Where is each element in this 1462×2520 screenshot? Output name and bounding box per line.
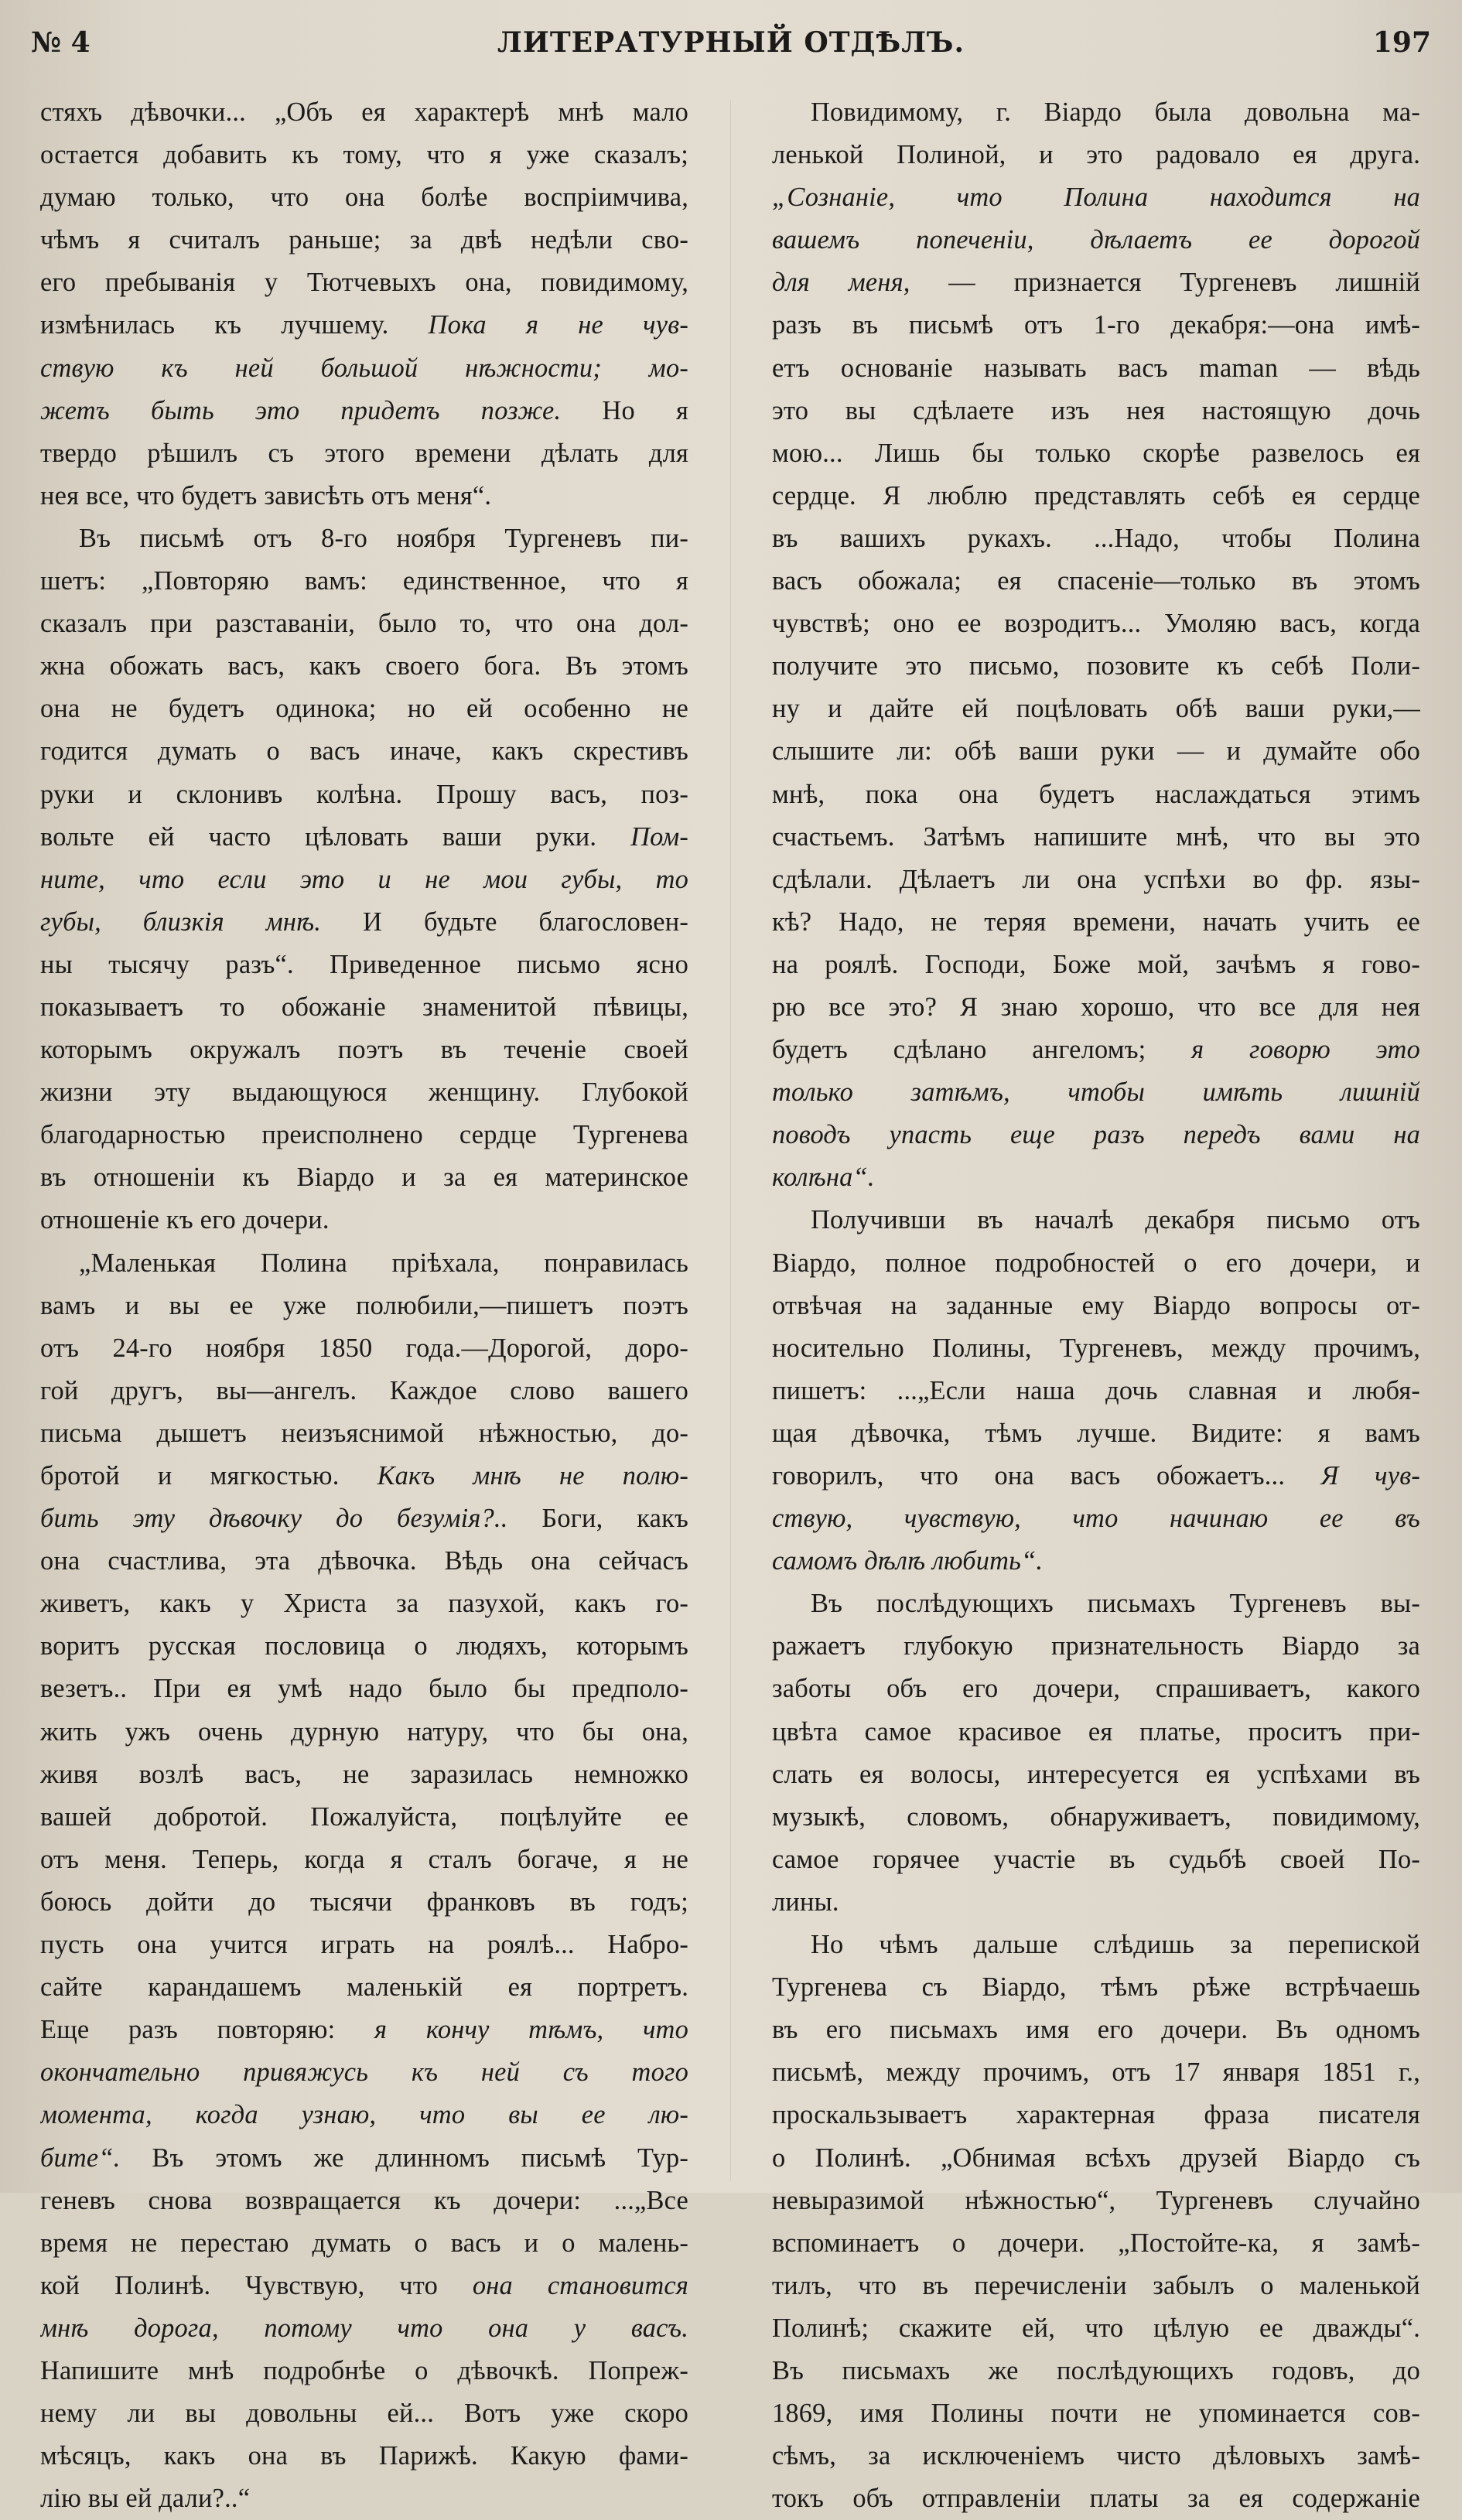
text-segment: счастьемъ. Затѣмъ напишите мнѣ, что вы это: [772, 821, 1420, 852]
section-title: ЛИТЕРАТУРНЫЙ ОТДѢЛЪ.: [497, 26, 965, 59]
text-line: [40, 1412, 688, 1455]
left-text-column: [40, 91, 688, 2520]
text-line: [772, 475, 1420, 517]
text-line: [772, 347, 1420, 390]
text-line: [40, 517, 688, 560]
text-line: [772, 944, 1420, 986]
text-segment: жить ужъ очень дурную натуру, что бы она,: [40, 1716, 688, 1747]
text-segment: Віардо, полное подробностей о его дочери, и: [772, 1248, 1420, 1278]
text-segment: измѣнилась къ лучшему.: [40, 310, 429, 340]
text-line: [40, 91, 688, 134]
text-segment: васъ обожала; ея спасеніе—только въ этомъ: [772, 566, 1420, 596]
text-line: [772, 2094, 1420, 2136]
text-line: [772, 2307, 1420, 2350]
text-line: [40, 1753, 688, 1796]
text-segment: слышите ли: обѣ ваши руки — и думайте обо: [772, 736, 1420, 767]
text-line: [772, 432, 1420, 475]
text-line: [40, 859, 688, 901]
text-segment: заботы объ его дочери, спрашиваетъ, какого: [772, 1674, 1420, 1704]
text-segment: разъ въ письмѣ отъ 1-го декабря:—она имѣ-: [772, 310, 1420, 340]
text-segment: лію вы ей дали?..“: [40, 2484, 251, 2514]
text-segment: это вы сдѣлаете изъ нея настоящую дочь: [772, 395, 1420, 425]
text-segment: его пребыванія у Тютчевыхъ она, повидимому,: [40, 268, 688, 298]
text-line: [40, 1242, 688, 1285]
text-line: [40, 688, 688, 730]
text-line: [772, 2051, 1420, 2094]
text-segment: Еще разъ повторяю:: [40, 2015, 375, 2045]
text-segment: сердце. Я люблю представлять себѣ ея сердце: [772, 480, 1420, 510]
text-line: [772, 1839, 1420, 1881]
italic-text-segment: вашемъ попеченіи, дѣлаетъ ее дорогой: [772, 225, 1420, 255]
italic-text-segment: Пом-: [630, 821, 688, 852]
text-segment: цвѣта самое красивое ея платье, проситъ при-: [772, 1716, 1420, 1747]
text-segment: пусть она учится играть на роялѣ... Набро-: [40, 1930, 688, 1960]
text-segment: лины.: [772, 1887, 839, 1917]
italic-text-segment: момента, когда узнаю, что вы ее лю-: [40, 2100, 688, 2130]
text-line: [40, 1370, 688, 1412]
text-line: [40, 1711, 688, 1753]
text-segment: мнѣ, пока она будетъ наслаждаться этимъ: [772, 779, 1420, 809]
text-line: [772, 2222, 1420, 2265]
italic-text-segment: она становится: [472, 2270, 688, 2300]
italic-text-segment: ствую, чувствую, что начинаю ее въ: [772, 1504, 1420, 1534]
text-line: [40, 1881, 688, 1924]
page-header: [31, 22, 1431, 68]
text-segment: ражаетъ глубокую признательность Віардо за: [772, 1631, 1420, 1661]
italic-text-segment: Какъ мнѣ не полю-: [377, 1461, 688, 1490]
text-segment: письма дышетъ неизъяснимой нѣжностью, до-: [40, 1418, 688, 1448]
text-line: [40, 1114, 688, 1156]
text-line: [40, 1966, 688, 2009]
text-line: [40, 2435, 688, 2477]
text-segment: думаю только, что она болѣе воспріимчива,: [40, 183, 688, 213]
text-segment: Повидимому, г. Віардо была довольна ма-: [811, 97, 1420, 127]
text-line: [772, 1199, 1420, 1241]
italic-text-segment: жетъ быть это придетъ позже.: [40, 395, 562, 425]
text-segment: въ его письмахъ имя его дочери. Въ одномъ: [772, 2015, 1420, 2045]
text-line: [40, 986, 688, 1029]
text-segment: 1869, имя Полины почти не упоминается сов-: [772, 2399, 1420, 2429]
text-line: [772, 91, 1420, 134]
text-line: [772, 1370, 1420, 1412]
text-segment: время не перестаю думать о васъ и о малень-: [40, 2228, 688, 2258]
text-segment: ны тысячу разъ“. Приведенное письмо ясно: [40, 949, 688, 979]
text-segment: она не будетъ одинока; но ей особенно не: [40, 694, 688, 724]
text-line: [40, 2051, 688, 2094]
text-segment: тилъ, что въ перечисленіи забылъ о маленькой: [772, 2270, 1420, 2300]
text-line: [40, 261, 688, 304]
text-line: [772, 2477, 1420, 2520]
text-segment: сказалъ при разставаніи, было то, что она дол-: [40, 609, 688, 639]
text-line: [772, 2009, 1420, 2051]
text-line: [40, 1583, 688, 1625]
text-line: [772, 2435, 1420, 2477]
text-segment: рю все это? Я знаю хорошо, что все для нея: [772, 992, 1420, 1022]
text-line: [772, 304, 1420, 347]
text-line: [772, 2350, 1420, 2392]
text-segment: И будьте благословен-: [321, 907, 688, 937]
text-line: [772, 2180, 1420, 2222]
text-line: [40, 1625, 688, 1668]
text-line: [40, 1156, 688, 1199]
text-segment: въ вашихъ рукахъ. ...Надо, чтобы Полина: [772, 523, 1420, 553]
text-line: [772, 1156, 1420, 1199]
text-segment: везетъ.. При ея умѣ надо было бы предполо-: [40, 1674, 688, 1704]
text-line: [772, 1285, 1420, 1327]
text-segment: Боги, какъ: [507, 1504, 688, 1534]
text-line: [772, 134, 1420, 176]
text-segment: шетъ: „Повторяю вамъ: единственное, что я: [40, 566, 688, 596]
text-segment: твердо рѣшилъ съ этого времени дѣлать для: [40, 438, 688, 468]
text-segment: Но я: [561, 395, 688, 425]
text-line: [772, 219, 1420, 261]
text-segment: музыкѣ, словомъ, обнаруживаетъ, повидимому,: [772, 1801, 1420, 1832]
text-segment: носительно Полины, Тургеневъ, между прочимъ,: [772, 1333, 1420, 1363]
text-line: [40, 816, 688, 859]
text-line: [40, 1285, 688, 1327]
text-line: [772, 688, 1420, 730]
text-line: [40, 1497, 688, 1540]
text-line: [40, 219, 688, 261]
text-segment: етъ основаніе называть васъ mаman — вѣдь: [772, 353, 1420, 383]
italic-text-segment: „Сознаніе, что Полина находится на: [772, 183, 1420, 213]
text-line: [772, 1071, 1420, 1114]
text-line: [40, 390, 688, 432]
text-segment: говорилъ, что она васъ обожаетъ...: [772, 1461, 1321, 1490]
text-segment: отвѣчая на заданные ему Віардо вопросы от-: [772, 1290, 1420, 1320]
text-line: [772, 1412, 1420, 1455]
text-line: [40, 1199, 688, 1241]
text-segment: токъ объ отправленіи платы за ея содержаніе: [772, 2484, 1420, 2514]
right-text-column: [772, 91, 1420, 2520]
text-line: [40, 1796, 688, 1839]
issue-number: № 4: [31, 26, 91, 59]
text-line: [772, 1242, 1420, 1285]
text-line: [40, 1668, 688, 1710]
text-segment: руки и склонивъ колѣна. Прошу васъ, поз-: [40, 779, 688, 809]
text-segment: остается добавить къ тому, что я уже сказалъ;: [40, 140, 688, 170]
text-segment: вспоминаетъ о дочери. „Постойте-ка, я замѣ-: [772, 2228, 1420, 2258]
text-segment: Въ письмахъ же послѣдующихъ годовъ, до: [772, 2355, 1420, 2385]
text-segment: сдѣлали. Дѣлаетъ ли она успѣхи во фр. язы-: [772, 864, 1420, 894]
text-segment: получите это письмо, позовите къ себѣ Поли-: [772, 651, 1420, 681]
text-line: [40, 304, 688, 347]
text-segment: отъ 24-го ноября 1850 года.—Дорогой, доро-: [40, 1333, 688, 1363]
page-number: 197: [1372, 26, 1431, 59]
text-segment: — признается Тургеневъ лишній: [910, 268, 1420, 298]
italic-text-segment: колѣна“.: [772, 1163, 875, 1193]
italic-text-segment: бить эту дѣвочку до безумія?..: [40, 1504, 508, 1534]
text-line: [40, 1924, 688, 1966]
text-line: [40, 1071, 688, 1114]
italic-text-segment: только затѣмъ, чтобы имѣть лишній: [772, 1077, 1420, 1108]
text-segment: „Маленькая Полина пріѣхала, понравилась: [79, 1248, 688, 1278]
text-segment: ленькой Полиной, и это радовало ея друга.: [772, 140, 1420, 170]
text-line: [40, 2307, 688, 2350]
text-segment: чувствѣ; оно ее возродитъ... Умоляю васъ, когда: [772, 609, 1420, 639]
text-line: [772, 1455, 1420, 1497]
text-line: [772, 1114, 1420, 1156]
text-line: [40, 432, 688, 475]
text-line: [772, 560, 1420, 603]
text-line: [40, 475, 688, 517]
text-line: [772, 603, 1420, 645]
text-segment: жизни эту выдающуюся женщину. Глубокой: [40, 1077, 688, 1108]
text-line: [772, 1668, 1420, 1710]
text-segment: Напишите мнѣ подробнѣе о дѣвочкѣ. Попреж-: [40, 2355, 688, 2385]
text-segment: Въ послѣдующихъ письмахъ Тургеневъ вы-: [811, 1589, 1420, 1619]
text-line: [40, 944, 688, 986]
text-line: [40, 347, 688, 390]
text-segment: нему ли вы довольны ей... Вотъ уже скоро: [40, 2399, 688, 2429]
text-line: [772, 1540, 1420, 1583]
text-line: [772, 1881, 1420, 1924]
italic-text-segment: ните, что если это и не мои губы, то: [40, 864, 688, 894]
text-segment: вамъ и вы ее уже полюбили,—пишетъ поэтъ: [40, 1290, 688, 1320]
text-segment: слать ея волосы, интересуется ея успѣхами въ: [772, 1759, 1420, 1789]
text-segment: нея все, что будетъ зависѣть отъ меня“.: [40, 480, 492, 510]
text-line: [40, 1839, 688, 1881]
text-segment: отношеніе къ его дочери.: [40, 1205, 330, 1235]
italic-text-segment: мнѣ дорога, потому что она у васъ.: [40, 2313, 688, 2343]
text-line: [772, 1029, 1420, 1071]
italic-text-segment: для меня,: [772, 268, 910, 298]
text-line: [40, 176, 688, 219]
text-segment: щая дѣвочка, тѣмъ лучше. Видите: я вамъ: [772, 1418, 1420, 1448]
text-segment: живя возлѣ васъ, не заразилась немножко: [40, 1759, 688, 1789]
text-line: [772, 1753, 1420, 1796]
text-line: [40, 2392, 688, 2435]
text-line: [772, 1966, 1420, 2009]
text-segment: Получивши въ началѣ декабря письмо отъ: [811, 1205, 1420, 1235]
text-line: [772, 517, 1420, 560]
text-line: [40, 2477, 688, 2520]
text-segment: бротой и мягкостью.: [40, 1461, 377, 1490]
text-segment: вольте ей часто цѣловать ваши руки.: [40, 821, 631, 852]
text-line: [40, 1029, 688, 1071]
text-segment: невыразимой нѣжностью“, Тургеневъ случайно: [772, 2185, 1420, 2215]
text-segment: воритъ русская пословица о людяхъ, которымъ: [40, 1631, 688, 1661]
italic-text-segment: Я чув-: [1320, 1461, 1420, 1490]
text-line: [40, 730, 688, 773]
text-segment: пишетъ: ...„Если наша дочь славная и любя-: [772, 1375, 1420, 1405]
text-line: [40, 2094, 688, 2136]
italic-text-segment: Пока я не чув-: [428, 310, 688, 340]
column-gutter: [730, 101, 731, 2181]
text-line: [772, 816, 1420, 859]
text-segment: сѣмъ, за исключеніемъ чисто дѣловыхъ замѣ-: [772, 2441, 1420, 2471]
text-segment: самое горячее участіе въ судьбѣ своей По-: [772, 1844, 1420, 1874]
text-segment: Но чѣмъ дальше слѣдишь за перепиской: [811, 1930, 1420, 1960]
text-segment: о Полинѣ. „Обнимая всѣхъ друзей Віардо съ: [772, 2143, 1420, 2173]
text-segment: на роялѣ. Господи, Боже мой, зачѣмъ я гово-: [772, 949, 1420, 979]
text-segment: жна обожать васъ, какъ своего бога. Въ этомъ: [40, 651, 688, 681]
text-line: [772, 1583, 1420, 1625]
text-line: [40, 560, 688, 603]
text-line: [772, 261, 1420, 304]
italic-text-segment: самомъ дѣлѣ любить“.: [772, 1546, 1044, 1576]
text-segment: которымъ окружалъ поэтъ въ теченіе своей: [40, 1035, 688, 1065]
text-segment: въ отношеніи къ Віардо и за ея материнское: [40, 1163, 688, 1193]
text-line: [40, 1327, 688, 1370]
italic-text-segment: я кончу тѣмъ, что: [374, 2015, 688, 2045]
text-segment: Въ этомъ же длинномъ письмѣ Тур-: [120, 2143, 688, 2173]
text-line: [40, 2009, 688, 2051]
text-segment: сайте карандашемъ маленькій ея портретъ.: [40, 1972, 688, 2003]
text-line: [772, 1327, 1420, 1370]
text-segment: Въ письмѣ отъ 8-го ноября Тургеневъ пи-: [79, 523, 688, 553]
text-line: [40, 1540, 688, 1583]
text-segment: вашей добротой. Пожалуйста, поцѣлуйте ее: [40, 1801, 688, 1832]
text-line: [40, 901, 688, 944]
text-line: [40, 2137, 688, 2180]
italic-text-segment: губы, близкія мнѣ.: [40, 907, 322, 937]
text-segment: показываетъ то обожаніе знаменитой пѣвицы,: [40, 992, 688, 1022]
text-segment: боюсь дойти до тысячи франковъ въ годъ;: [40, 1887, 688, 1917]
text-line: [40, 2222, 688, 2265]
text-segment: она счастлива, эта дѣвочка. Вѣдь она сейчасъ: [40, 1546, 688, 1576]
text-line: [772, 645, 1420, 688]
text-segment: благодарностью преисполнено сердце Тургенева: [40, 1120, 688, 1150]
text-line: [772, 2265, 1420, 2307]
text-line: [40, 2180, 688, 2222]
italic-text-segment: ствую къ ней большой нѣжности; мо-: [40, 353, 688, 383]
text-line: [40, 134, 688, 176]
text-line: [772, 390, 1420, 432]
text-line: [40, 1455, 688, 1497]
text-line: [772, 1796, 1420, 1839]
text-line: [40, 645, 688, 688]
text-segment: мѣсяцъ, какъ она въ Парижѣ. Какую фами-: [40, 2441, 688, 2471]
text-line: [772, 2137, 1420, 2180]
text-line: [772, 730, 1420, 773]
text-segment: кой Полинѣ. Чувствую, что: [40, 2270, 473, 2300]
text-line: [772, 1711, 1420, 1753]
text-segment: годится думать о васъ иначе, какъ скрестивъ: [40, 736, 688, 767]
text-segment: кѣ? Надо, не теряя времени, начать учить ее: [772, 907, 1420, 937]
italic-text-segment: я говорю это: [1191, 1035, 1420, 1065]
text-segment: будетъ сдѣлано ангеломъ;: [772, 1035, 1192, 1065]
text-line: [40, 2350, 688, 2392]
text-segment: письмѣ, между прочимъ, отъ 17 января 1851 г.,: [772, 2057, 1420, 2088]
text-segment: чѣмъ я считалъ раньше; за двѣ недѣли сво-: [40, 225, 688, 255]
text-segment: живетъ, какъ у Христа за пазухой, какъ го-: [40, 1589, 688, 1619]
text-line: [772, 986, 1420, 1029]
text-segment: геневъ снова возвращается къ дочери: ...„Все: [40, 2185, 688, 2215]
text-line: [772, 1497, 1420, 1540]
italic-text-segment: поводъ упасть еще разъ передъ вами на: [772, 1120, 1420, 1150]
text-line: [772, 773, 1420, 816]
text-line: [772, 859, 1420, 901]
text-segment: отъ меня. Теперь, когда я сталъ богаче, я не: [40, 1844, 688, 1874]
text-segment: проскальзываетъ характерная фраза писателя: [772, 2100, 1420, 2130]
text-line: [772, 2392, 1420, 2435]
italic-text-segment: бите“.: [40, 2143, 121, 2173]
text-segment: мою... Лишь бы только скорѣе развелось ея: [772, 438, 1420, 468]
text-segment: стяхъ дѣвочки... „Объ ея характерѣ мнѣ мало: [40, 97, 688, 127]
text-segment: Полинѣ; скажите ей, что цѣлую ее дважды“.: [772, 2313, 1420, 2343]
text-line: [772, 1625, 1420, 1668]
text-line: [772, 176, 1420, 219]
text-line: [772, 1924, 1420, 1966]
text-line: [40, 603, 688, 645]
text-segment: гой другъ, вы—ангелъ. Каждое слово вашего: [40, 1375, 688, 1405]
text-line: [40, 773, 688, 816]
italic-text-segment: окончательно привяжусь къ ней съ того: [40, 2057, 688, 2088]
text-line: [40, 2265, 688, 2307]
text-segment: Тургенева съ Віардо, тѣмъ рѣже встрѣчаешь: [772, 1972, 1420, 2003]
text-segment: ну и дайте ей поцѣловать обѣ ваши руки,—: [772, 694, 1420, 724]
text-line: [772, 901, 1420, 944]
